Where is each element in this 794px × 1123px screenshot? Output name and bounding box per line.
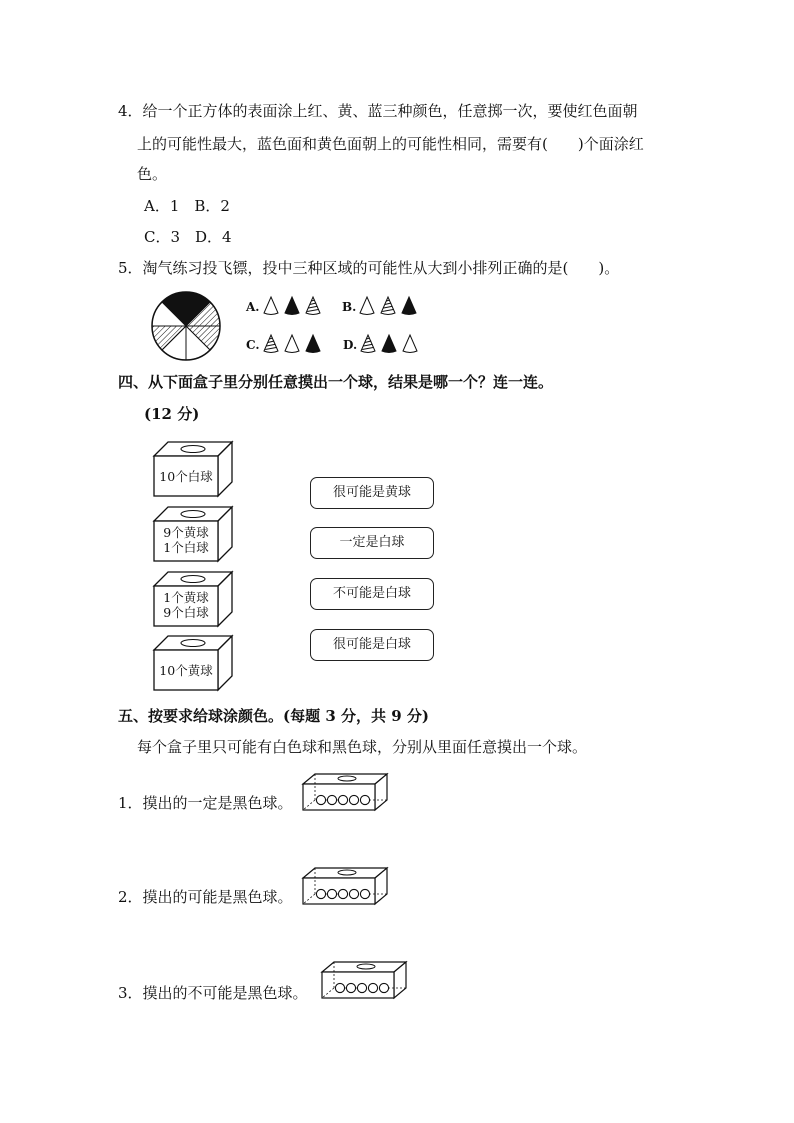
- ball-box-label: [154, 663, 218, 678]
- q5-text: 5．淘气练习投飞镖，投中三种区域的可能性从大到小排列正确的是( )。: [118, 259, 620, 277]
- q5-option-label: C.: [246, 338, 260, 352]
- section5-intro: 每个盒子里只可能有白色球和黑色球，分别从里面任意摸出一个球。: [137, 738, 588, 756]
- ball-icon: [357, 983, 366, 992]
- ball-icon: [349, 889, 358, 898]
- white-cone-icon: [263, 296, 279, 316]
- ball-icon: [338, 889, 347, 898]
- striped-cone-icon: [360, 334, 376, 354]
- ball-icon: [335, 983, 344, 992]
- ball-box-label-line: 1个黄球: [163, 590, 209, 605]
- q4-line-1: 4．给一个正方体的表面涂上红、黄、蓝三种颜色，任意掷一次，要使红色面朝: [118, 102, 638, 120]
- black-cone-icon: [305, 334, 321, 354]
- ball-icon: [338, 795, 347, 804]
- ball-icon: [360, 795, 369, 804]
- white-cone-icon: [284, 334, 300, 354]
- section4-title: 四、从下面盒子里分别任意摸出一个球，结果是哪一个？连一连。: [118, 373, 554, 391]
- ball-icon: [327, 795, 336, 804]
- ball-box-label-line: 10个白球: [159, 469, 213, 484]
- ball-icon: [379, 983, 388, 992]
- ball-icon: [360, 889, 369, 898]
- ball-box-label: [154, 525, 218, 555]
- section5-item-1: 1．摸出的一定是黑色球。: [118, 794, 293, 812]
- ball-container-icon: [301, 866, 389, 906]
- ball-container-icon: [320, 960, 408, 1000]
- ball-icon: [349, 795, 358, 804]
- white-cone-icon: [402, 334, 418, 354]
- section5-item-3: 3．摸出的不可能是黑色球。: [118, 984, 308, 1002]
- q5-option-label: D.: [343, 338, 358, 352]
- section4-score: (12 分): [144, 405, 200, 423]
- ball-box-label-line: 1个白球: [163, 540, 209, 555]
- ball-icon: [316, 889, 325, 898]
- ball-icon: [368, 983, 377, 992]
- result-option[interactable]: 不可能是白球: [310, 578, 434, 610]
- q4-options-row-2: C．3 D．4: [144, 228, 232, 246]
- striped-cone-icon: [380, 296, 396, 316]
- ball-box-label-line: 9个黄球: [163, 525, 209, 540]
- q5-option-label: A.: [246, 300, 260, 314]
- striped-cone-icon: [305, 296, 321, 316]
- q4-line-2: 上的可能性最大，蓝色面和黄色面朝上的可能性相同，需要有( )个面涂红: [137, 135, 644, 153]
- black-cone-icon: [401, 296, 417, 316]
- q4-options-row-1: A．1 B．2: [144, 197, 230, 215]
- q5-option-label: B.: [342, 300, 357, 314]
- ball-box-label-line: 9个白球: [163, 605, 209, 620]
- q4-line-3: 色。: [137, 165, 168, 183]
- section5-title: 五、按要求给球涂颜色。(每题 3 分，共 9 分): [118, 707, 429, 725]
- ball-box-label: [154, 469, 218, 484]
- black-cone-icon: [284, 296, 300, 316]
- ball-box-label-line: 10个黄球: [159, 663, 213, 678]
- result-option[interactable]: 很可能是黄球: [310, 477, 434, 509]
- ball-icon: [346, 983, 355, 992]
- result-option[interactable]: 很可能是白球: [310, 629, 434, 661]
- dartboard-figure: [150, 290, 222, 362]
- ball-icon: [316, 795, 325, 804]
- black-cone-icon: [381, 334, 397, 354]
- ball-icon: [327, 889, 336, 898]
- ball-box-label: [154, 590, 218, 620]
- section5-item-2: 2．摸出的可能是黑色球。: [118, 888, 293, 906]
- result-option[interactable]: 一定是白球: [310, 527, 434, 559]
- white-cone-icon: [359, 296, 375, 316]
- ball-container-icon: [301, 772, 389, 812]
- striped-cone-icon: [263, 334, 279, 354]
